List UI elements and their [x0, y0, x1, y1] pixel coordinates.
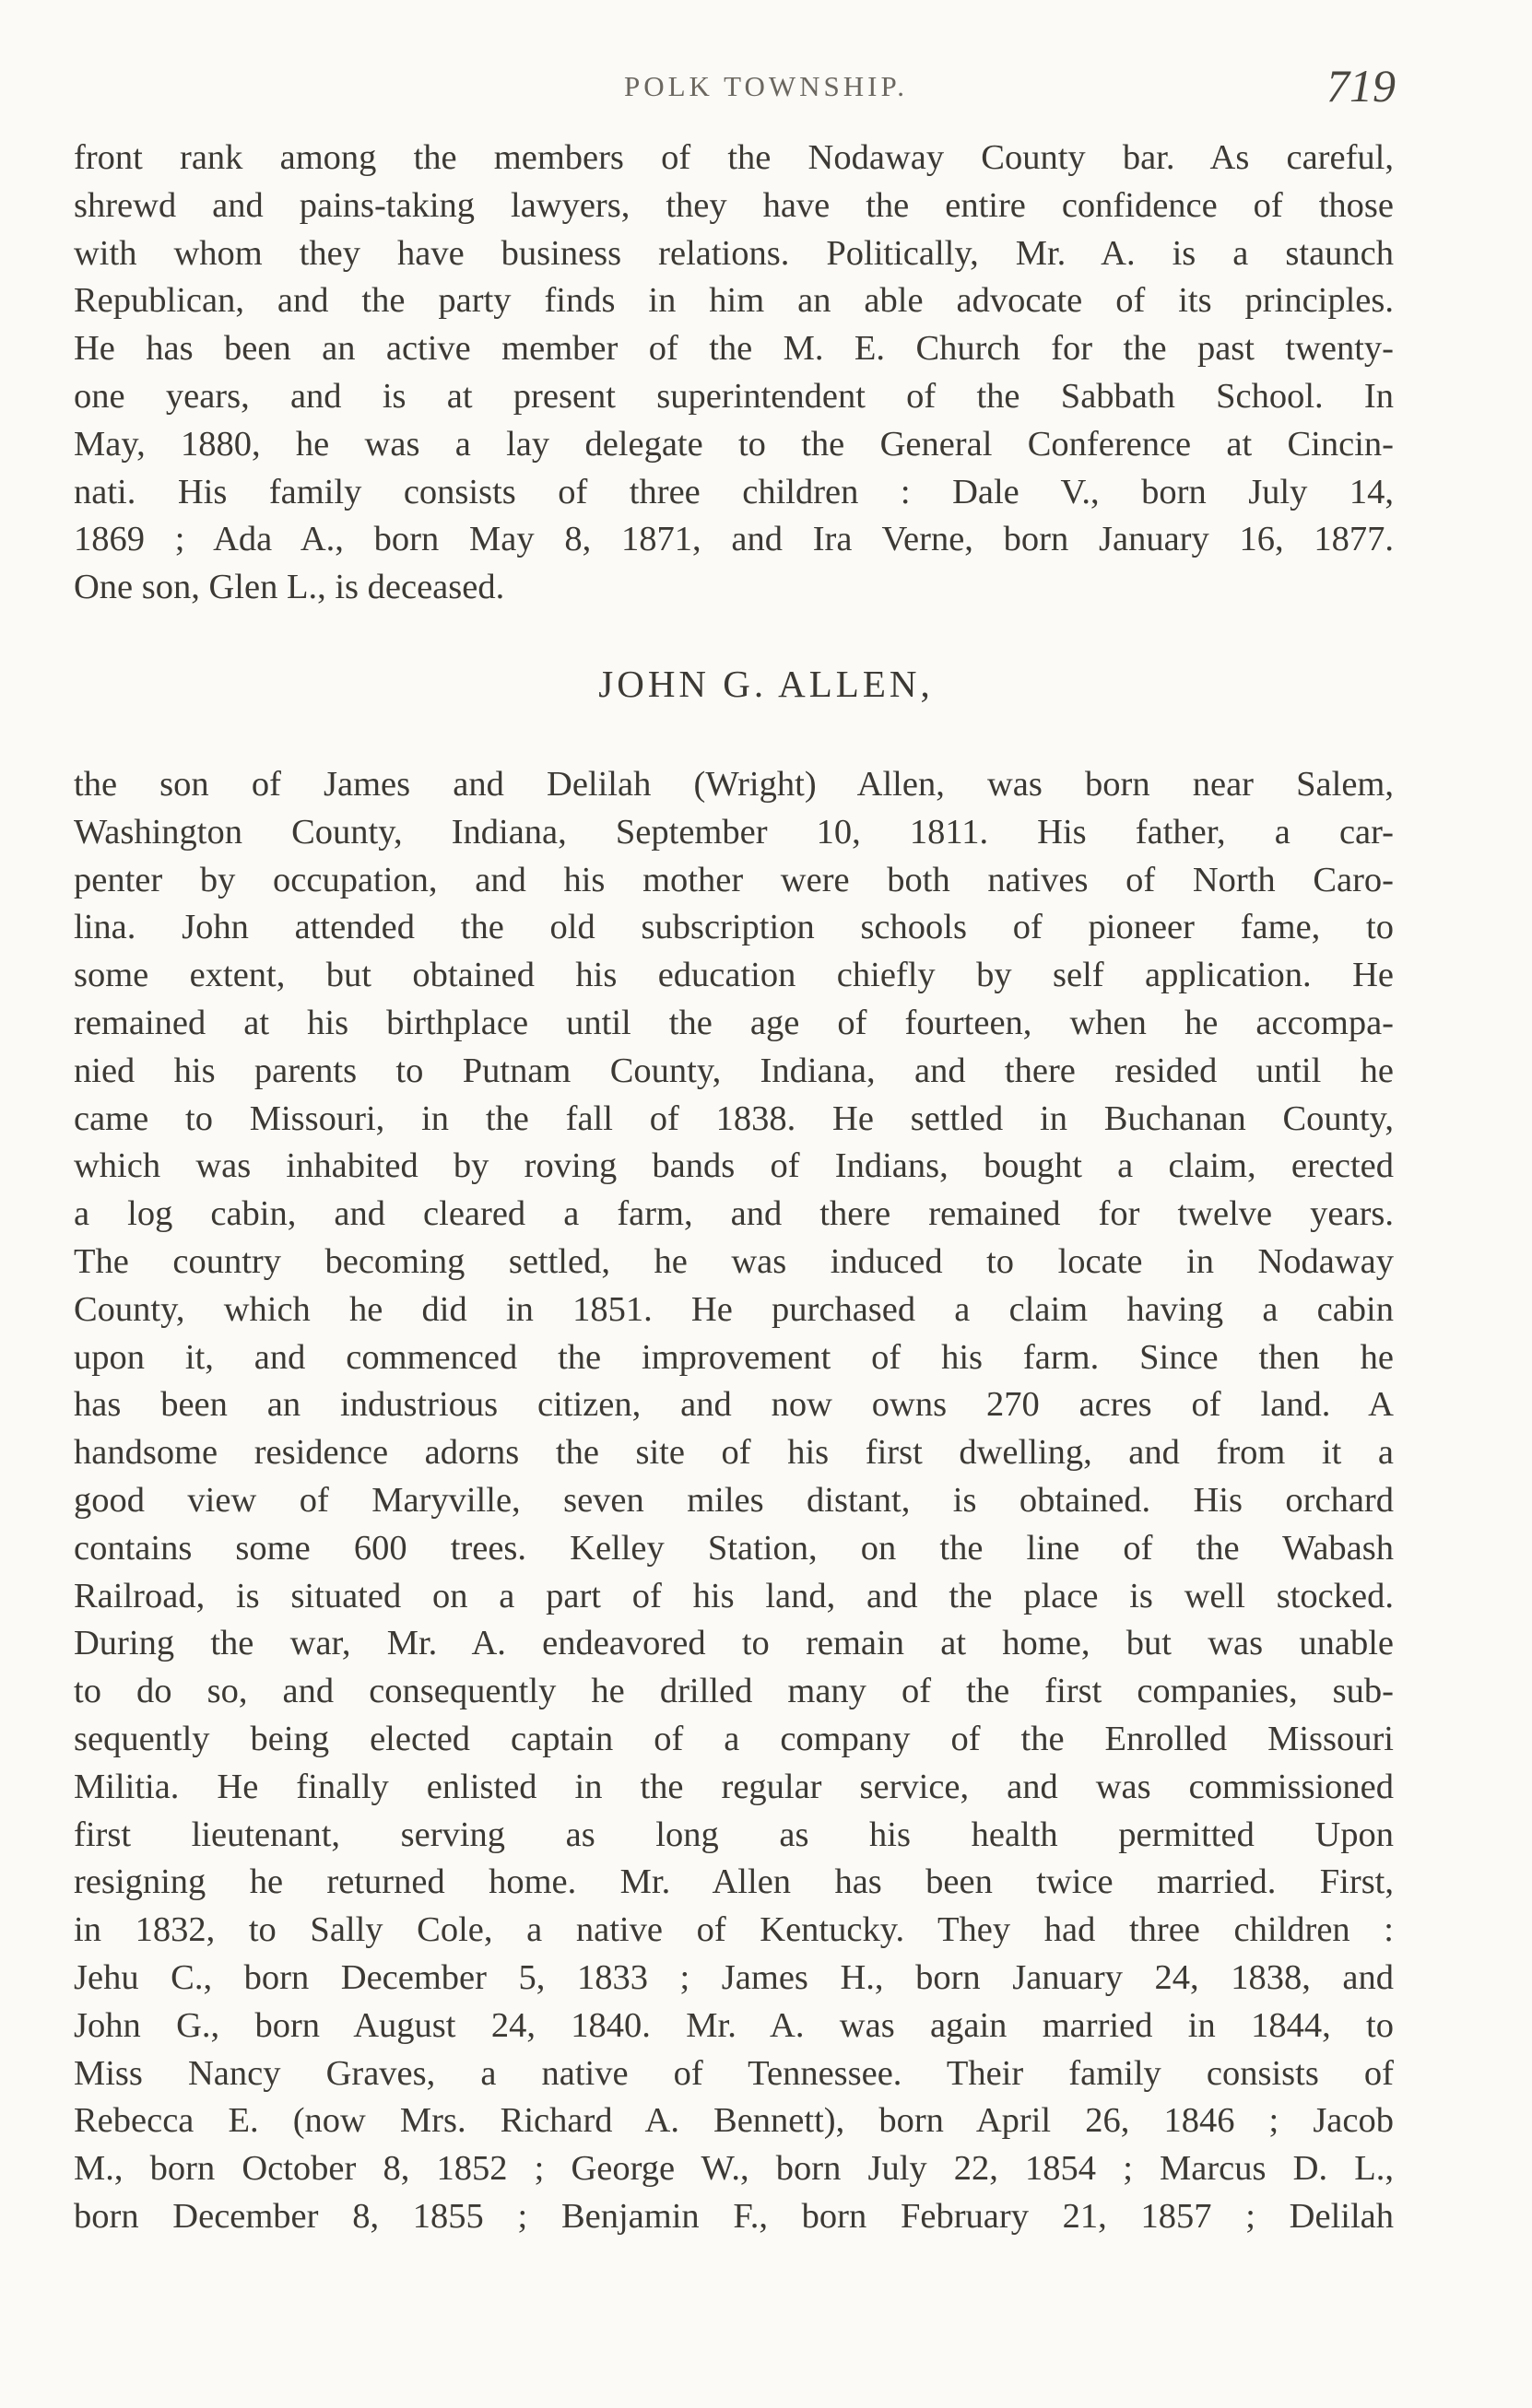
text-line: with whom they have business relations. Politically, Mr. A. is a staunch: [74, 233, 1394, 273]
running-head: [0, 59, 1532, 114]
text-line: contains some 600 trees. Kelley Station, on the line of the Wabash: [74, 1528, 1394, 1568]
text-line: Republican, and the party finds in him an able advocate of its principles.: [74, 281, 1394, 321]
text-line: came to Missouri, in the fall of 1838. He settled in Buchanan County,: [74, 1098, 1394, 1138]
text-line: some extent, but obtained his education chiefly by self application. He: [74, 956, 1394, 995]
page-number: 719: [1326, 60, 1396, 112]
running-title: POLK TOWNSHIP.: [623, 70, 909, 102]
text-line: Rebecca E. (now Mrs. Richard A. Bennett), born April 26, 1846 ; Jacob: [74, 2101, 1394, 2141]
paragraph-continued: [74, 135, 1394, 612]
text-line: 1869 ; Ada A., born May 8, 1871, and Ira Verne, born January 16, 1877.: [74, 520, 1394, 559]
text-line: which was inhabited by roving bands of Indians, bought a claim, erected: [74, 1146, 1394, 1186]
text-line: The country becoming settled, he was induced to locate in Nodaway: [74, 1241, 1394, 1281]
text-line: front rank among the members of the Nodaway County bar. As careful,: [74, 138, 1394, 177]
text-line: resigning he returned home. Mr. Allen has been twice married. First,: [74, 1862, 1394, 1902]
text-line: May, 1880, he was a lay delegate to the General Conference at Cincin-: [74, 424, 1394, 464]
text-line: good view of Maryville, seven miles distant, is obtained. His orchard: [74, 1480, 1394, 1520]
text-line: nied his parents to Putnam County, Indiana, and there resided until he: [74, 1051, 1394, 1090]
text-line: nati. His family consists of three children : Dale V., born July 14,: [74, 472, 1394, 511]
text-line: first lieutenant, serving as long as his health permitted Upon: [74, 1815, 1394, 1854]
text-line: Miss Nancy Graves, a native of Tennessee. Their family consists of: [74, 2053, 1394, 2093]
text-line: penter by occupation, and his mother were both natives of North Caro-: [74, 860, 1394, 899]
biography-paragraph: [74, 761, 1394, 2241]
text-line: During the war, Mr. A. endeavored to remain at home, but was unable: [74, 1624, 1394, 1663]
text-line: a log cabin, and cleared a farm, and there remained for twelve years.: [74, 1194, 1394, 1234]
text-line: Jehu C., born December 5, 1833 ; James H., born January 24, 1838, and: [74, 1957, 1394, 1997]
text-line: upon it, and commenced the improvement of his farm. Since then he: [74, 1337, 1394, 1377]
text-line: shrewd and pains-taking lawyers, they have the entire confidence of those: [74, 185, 1394, 225]
text-line: in 1832, to Sally Cole, a native of Kentucky. They had three children :: [74, 1910, 1394, 1950]
text-line: Railroad, is situated on a part of his land, and the place is well stocked.: [74, 1576, 1394, 1615]
text-line: Washington County, Indiana, September 10, 1811. His father, a car-: [74, 812, 1394, 852]
text-line: born December 8, 1855 ; Benjamin F., born February 21, 1857 ; Delilah: [74, 2196, 1394, 2236]
text-line: sequently being elected captain of a company of the Enrolled Missouri: [74, 1719, 1394, 1758]
text-line: lina. John attended the old subscription schools of pioneer fame, to: [74, 908, 1394, 947]
text-line: to do so, and consequently he drilled many of the first companies, sub-: [74, 1672, 1394, 1711]
text-line: Militia. He finally enlisted in the regular service, and was commissioned: [74, 1767, 1394, 1806]
text-line: He has been an active member of the M. E. Church for the past twenty-: [74, 329, 1394, 369]
text-line: M., born October 8, 1852 ; George W., born July 22, 1854 ; Marcus D. L.,: [74, 2149, 1394, 2189]
text-line: One son, Glen L., is deceased.: [74, 568, 505, 607]
text-line: one years, and is at present superintendent of the Sabbath School. In: [74, 376, 1394, 416]
section-heading: JOHN G. ALLEN,: [598, 663, 934, 705]
text-line: the son of James and Delilah (Wright) Allen, was born near Salem,: [74, 765, 1394, 804]
text-line: has been an industrious citizen, and now owns 270 acres of land. A: [74, 1385, 1394, 1425]
text-line: John G., born August 24, 1840. Mr. A. was again married in 1844, to: [74, 2005, 1394, 2045]
text-line: remained at his birthplace until the age of fourteen, when he accompa-: [74, 1003, 1394, 1042]
text-line: County, which he did in 1851. He purchased a claim having a cabin: [74, 1289, 1394, 1329]
text-line: handsome residence adorns the site of his first dwelling, and from it a: [74, 1433, 1394, 1473]
